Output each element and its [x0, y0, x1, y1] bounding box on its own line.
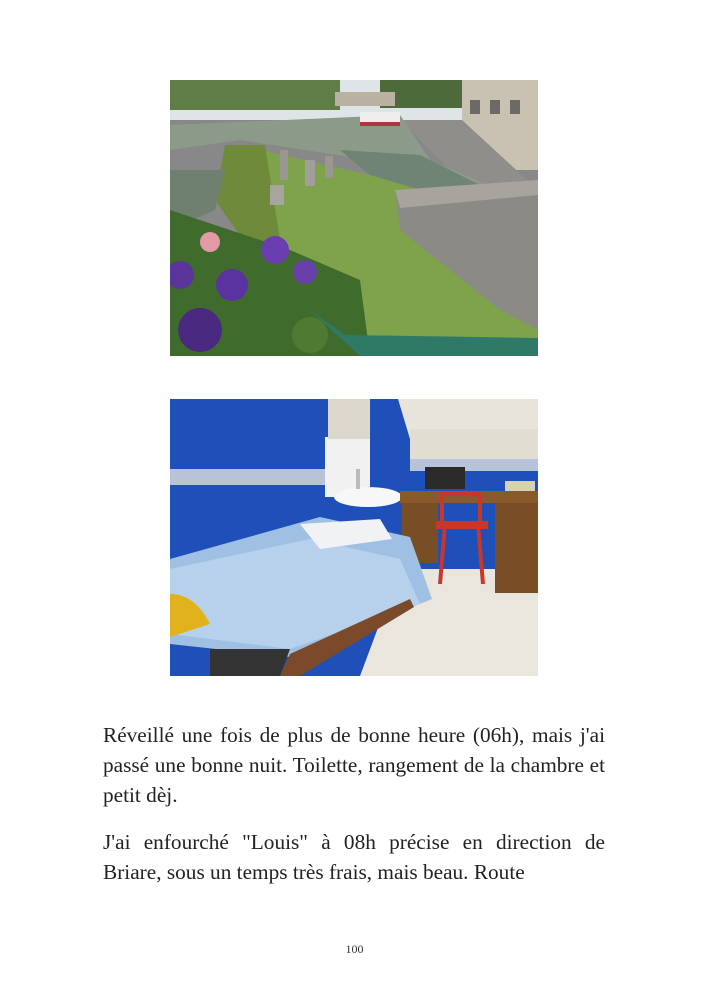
- canal-photo-drawing: [170, 80, 538, 356]
- page-number: 100: [345, 942, 364, 956]
- bedroom-photo: [170, 399, 538, 676]
- bedroom-photo-drawing: [170, 399, 538, 676]
- body-paragraph: J'ai enfourché "Louis" à 08h précise en direction de Briare, sous un temps très frais, mais beau. Route: [103, 830, 605, 884]
- body-paragraph: Réveillé une fois de plus de bonne heure (06h), mais j'ai passé une bonne nuit. Toilette, rangement de la chambre et petit dèj.: [103, 723, 605, 807]
- canal-photo: [170, 80, 538, 356]
